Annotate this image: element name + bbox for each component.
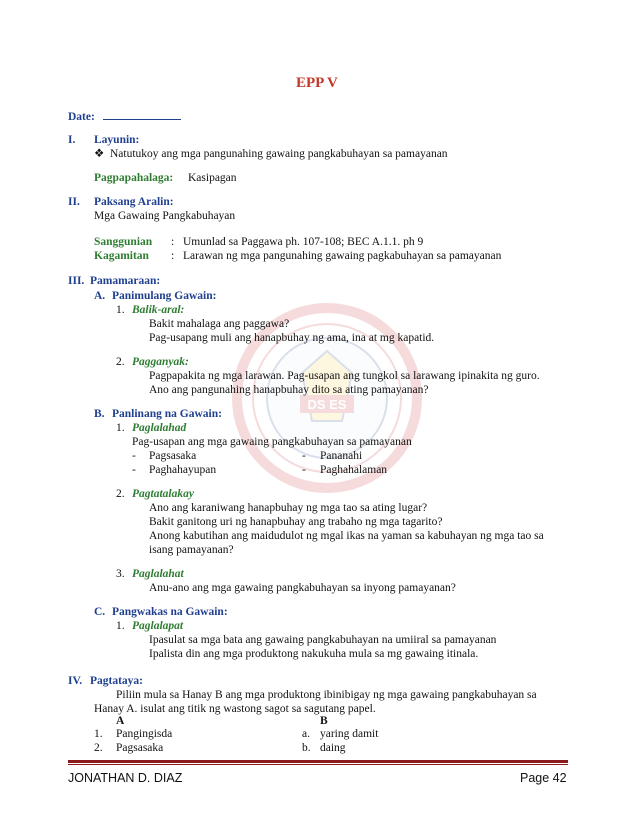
column-b-letter: b. (302, 742, 311, 754)
a1-number: 1. (116, 304, 125, 316)
column-a-item: Pagsasaka (116, 742, 164, 754)
part-b-letter: B. (94, 408, 105, 420)
column-b-item: daing (320, 742, 346, 754)
c1-title: Paglalapat (132, 620, 184, 632)
topic-text: Mga Gawaing Pangkabuhayan (94, 210, 236, 222)
b2-line: Anong kabutihan ang maidudulot ng mgal ikas na yaman sa kabuhayan ng mga tao sa (149, 530, 544, 542)
a1-line: Bakit mahalaga ang paggawa? (149, 318, 290, 330)
seal-text: DS ES (307, 397, 347, 412)
column-b-header: B (320, 715, 328, 727)
sanggunian-colon: : (171, 236, 175, 248)
section-4-number: IV. (68, 675, 83, 687)
b2-line: Bakit ganitong uri ng hanapbuhay ang trabaho ng mga tagarito? (149, 516, 443, 528)
column-a-item: Pangingisda (116, 728, 173, 740)
footer-page-number: Page 42 (520, 771, 567, 785)
a2-number: 2. (116, 356, 125, 368)
b2-title: Pagtatalakay (132, 488, 194, 500)
section-4-heading: Pagtataya: (90, 675, 144, 687)
b1-intro: Pag-usapan ang mga gawaing pangkabuhayan sa pamayanan (132, 436, 412, 448)
part-a-heading: Panimulang Gawain: (112, 290, 217, 302)
column-b-item: yaring damit (320, 728, 379, 740)
a2-line: Pagpapakita ng mga larawan. Pag-usapan ang tungkol sa larawang ipinakita ng guro. (149, 370, 540, 382)
date-label: Date: (68, 109, 181, 124)
list-dash: - (132, 450, 136, 462)
value-label: Pagpapahalaga: (94, 172, 174, 184)
diamond-bullet-icon: ❖ (94, 148, 105, 160)
section-1-heading: Layunin: (94, 134, 140, 146)
part-a-letter: A. (94, 290, 106, 302)
b2-line: Ano ang karaniwang hanapbuhay ng mga tao sa ating lugar? (149, 502, 428, 514)
list-dash: - (302, 450, 306, 462)
kagamitan-label: Kagamitan (94, 250, 149, 262)
section-2-number: II. (68, 196, 80, 208)
value-text: Kasipagan (188, 172, 237, 184)
b3-line: Anu-ano ang mga gawaing pangkabuhayan sa inyong pamayanan? (149, 582, 456, 594)
section-1-number: I. (68, 134, 76, 146)
a1-line: Pag-usapang muli ang hanapbuhay ng ama, ina at mg kapatid. (149, 332, 435, 344)
section-3-heading: Pamamaraan: (90, 275, 161, 287)
page-title: EPP V (296, 75, 338, 91)
activity-item: Pananahi (320, 450, 363, 462)
list-dash: - (302, 464, 306, 476)
sanggunian-text: Umunlad sa Paggawa ph. 107-108; BEC A.1.1. ph 9 (183, 236, 424, 248)
c1-number: 1. (116, 620, 125, 632)
b2-line: isang pamayanan? (149, 544, 234, 556)
footer-rule-thin (68, 764, 568, 765)
b1-number: 1. (116, 422, 125, 434)
objective-text: Natutukoy ang mga pangunahing gawaing pangkabuhayan sa pamayanan (110, 148, 448, 160)
b2-number: 2. (116, 488, 125, 500)
date-blank-line (103, 109, 181, 120)
kagamitan-text: Larawan ng mga pangunahing gawaing pagkabuhayan sa pamayanan (183, 250, 502, 262)
list-dash: - (132, 464, 136, 476)
activity-item: Paghahayupan (149, 464, 217, 476)
b3-title: Paglalahat (132, 568, 184, 580)
footer-rule (68, 760, 568, 763)
c1-line: Ipalista din ang mga produktong nakukuha mula sa mg gawaing itinala. (149, 648, 479, 660)
row-number: 1. (94, 728, 103, 740)
section-3-number: III. (68, 275, 85, 287)
instruction-line: Hanay A. isulat ang titik ng wastong sagot sa sagutang papel. (94, 703, 376, 715)
a1-title: Balik-aral: (132, 304, 185, 316)
section-2-heading: Paksang Aralin: (94, 196, 174, 208)
instruction-line: Piliin mula sa Hanay B ang mga produktong ibinibigay ng mga gawaing pangkabuhayan sa (116, 689, 537, 701)
activity-item: Paghahalaman (320, 464, 388, 476)
column-a-header: A (116, 715, 125, 727)
part-c-letter: C. (94, 606, 106, 618)
part-b-heading: Panlinang na Gawain: (112, 408, 222, 420)
part-c-heading: Pangwakas na Gawain: (112, 606, 228, 618)
column-b-letter: a. (302, 728, 310, 740)
kagamitan-colon: : (171, 250, 175, 262)
b3-number: 3. (116, 568, 125, 580)
sanggunian-label: Sanggunian (94, 236, 153, 248)
row-number: 2. (94, 742, 103, 754)
footer-author: JONATHAN D. DIAZ (68, 771, 183, 785)
a2-title: Pagganyak: (132, 356, 189, 368)
a2-line: Ano ang pangunahing hanapbuhay dito sa ating pamayanan? (149, 384, 429, 396)
c1-line: Ipasulat sa mga bata ang gawaing pangkabuhayan na umiiral sa pamayanan (149, 634, 497, 646)
b1-title: Paglalahad (132, 422, 187, 434)
activity-item: Pagsasaka (149, 450, 197, 462)
